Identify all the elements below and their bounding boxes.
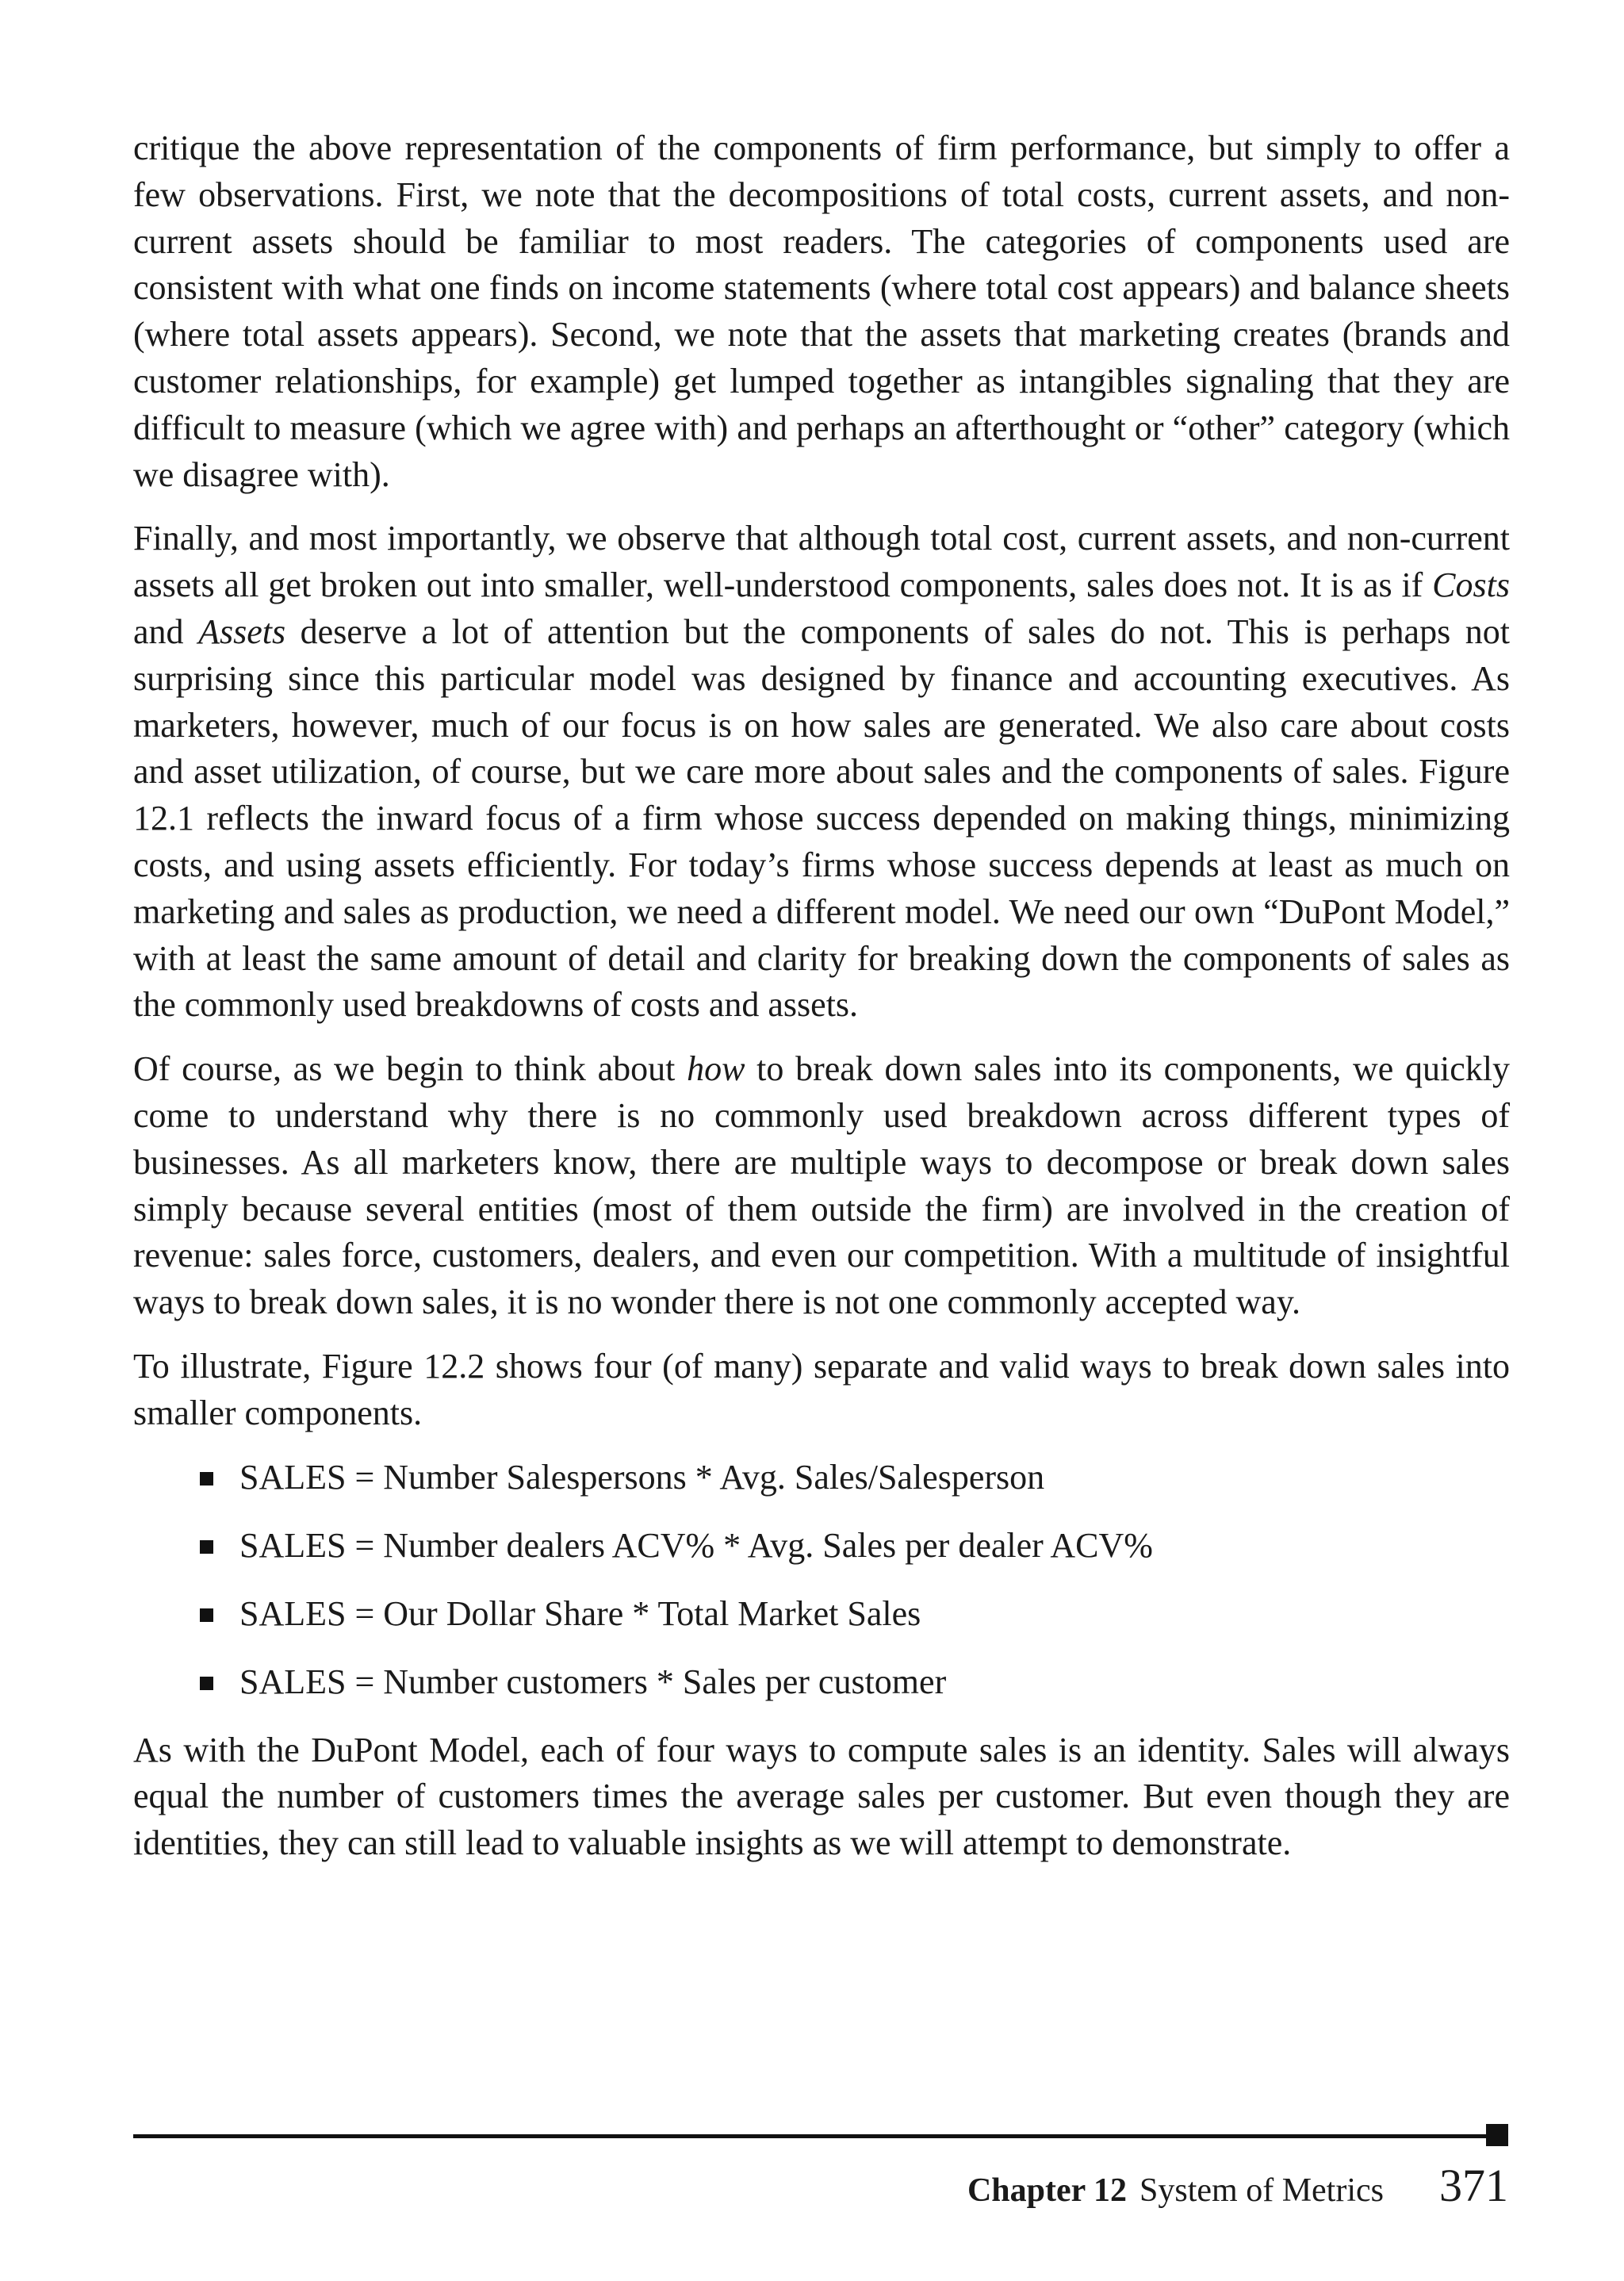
page-number: 371: [1439, 2160, 1508, 2211]
list-item: [133, 1523, 1510, 1569]
paragraph-1: critique the above representation of the components of firm performance, but simply to offer a few observations. First, we note that the decompositions of total costs, current assets, and non-current assets should be familiar to most readers. The categories of components used are consistent with what one finds on income statements (where total cost appears) and balance sheets (where total assets appears). Second, we note that the assets that marketing creates (brands and customer relationships, for example) get lumped together as intangibles signaling that they are difficult to measure (which we agree with) and perhaps an afterthought or “other” category (which we disagree with).: [133, 128, 1510, 494]
footer-rule-square-icon: [1486, 2124, 1508, 2146]
italic-costs: Costs: [1432, 565, 1510, 605]
paragraph-2: [133, 516, 1510, 1029]
footer-chapter-title: System of Metrics: [1139, 2172, 1384, 2209]
paragraph-3-text-a: Of course, as we begin to think about: [133, 1049, 688, 1089]
square-bullet-icon: [200, 1677, 213, 1690]
list-item: [133, 1591, 1510, 1637]
footer-rule: [133, 2134, 1497, 2138]
paragraph-3-text-b: to break down sales into its components, we quickly come to understand why there is no commonly used breakdown across different types of businesses. As all marketers know, there are multiple ways to decompose or break down sales simply because several entities (most of them outside the firm) are involved in the creation of revenue: sales force, customers, dealers, and even our competition. With a multitude of insightful ways to break down sales, it is no wonder there is not one commonly accepted way.: [133, 1049, 1510, 1322]
paragraph-2-text-c: deserve a lot of attention but the components of sales do not. This is perhaps not surprising since this particular model was designed by finance and accounting executives. As marketers, however, much of our focus is on how sales are generated. We also care about costs and asset utilization, of course, but we care more about sales and the components of sales. Figure 12.1 reflects the inward focus of a firm whose success depended on making things, minimizing costs, and using assets efficiently. For today’s firms whose success depends at least as much on marketing and sales as production, we need a different model. We need our own “DuPont Model,” with at least the same amount of detail and clarity for breaking down the components of sales as the commonly used breakdowns of costs and assets.: [133, 611, 1511, 1025]
sales-breakdown-list: [133, 1455, 1510, 1705]
paragraph-2-text-a: Finally, and most importantly, we observe that although total cost, current assets, and non-current assets all get broken out into smaller, well-understood components, sales does not. It is as if: [133, 519, 1510, 605]
square-bullet-icon: [200, 1608, 213, 1622]
square-bullet-icon: [200, 1540, 213, 1554]
list-item-text: SALES = Number dealers ACV% * Avg. Sales per dealer ACV%: [239, 1525, 1153, 1565]
list-item-text: SALES = Number customers * Sales per customer: [239, 1662, 947, 1701]
page-body: [133, 125, 1510, 1884]
paragraph-4: To illustrate, Figure 12.2 shows four (of many) separate and valid ways to break down sales into smaller components.: [133, 1346, 1510, 1432]
footer-chapter-label: Chapter 12: [967, 2172, 1128, 2209]
list-item: [133, 1659, 1510, 1705]
square-bullet-icon: [200, 1472, 213, 1486]
italic-assets: Assets: [198, 611, 286, 651]
page-footer: [967, 2159, 1508, 2212]
list-item-text: SALES = Our Dollar Share * Total Market Sales: [239, 1593, 921, 1633]
paragraph-5: As with the DuPont Model, each of four ways to compute sales is an identity. Sales will always equal the number of customers times the average sales per customer. But even though they are identities, they can still lead to valuable insights as we will attempt to demonstrate.: [133, 1730, 1510, 1863]
list-item-text: SALES = Number Salespersons * Avg. Sales/Salesperson: [239, 1457, 1045, 1497]
italic-how: how: [687, 1049, 745, 1089]
paragraph-3: [133, 1046, 1510, 1326]
paragraph-2-text-b: and: [133, 611, 199, 651]
list-item: [133, 1455, 1510, 1501]
